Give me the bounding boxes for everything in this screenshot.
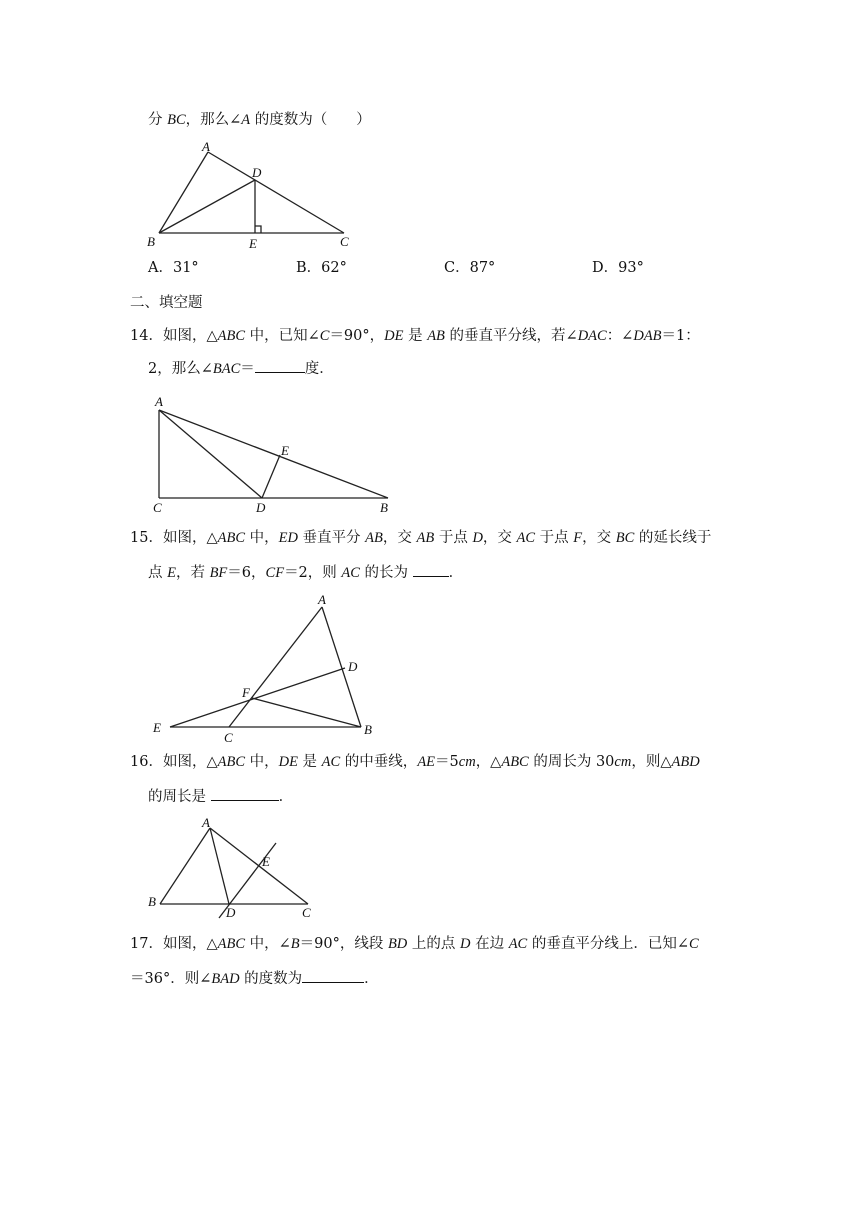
q15-label-f: F	[242, 685, 250, 700]
q14-label-d: D	[256, 500, 266, 515]
q15-answer-blank[interactable]	[413, 562, 449, 577]
q17-answer-blank[interactable]	[302, 968, 364, 983]
q16-line1: 16．如图，△ABC 中，DE 是 AC 的中垂线，AE＝5cm，△ABC 的周长为 30cm，则△ABD	[130, 754, 700, 770]
q15-triangle	[170, 607, 361, 727]
q17-line1: 17．如图，△ABC 中，∠B＝90°，线段 BD 上的点 D 在边 AC 的垂直平分线上．已知∠C	[130, 936, 699, 952]
q16-label-c: C	[302, 905, 311, 920]
q15-line2: 点 E，若 BF＝6，CF＝2，则 AC 的长为 ．	[148, 562, 463, 583]
q15-label-b: B	[364, 722, 372, 737]
q14-label-e: E	[281, 443, 289, 458]
q13-option-c: C．87°	[444, 260, 496, 276]
q15-label-e: E	[153, 720, 161, 735]
section-title: 二、填空题	[130, 295, 203, 311]
q13-label-d: D	[252, 165, 262, 180]
q14-label-c: C	[153, 500, 162, 515]
q15-line1: 15．如图，△ABC 中，ED 垂直平分 AB，交 AB 于点 D，交 AC 于点 F，交 BC 的延长线于	[130, 530, 712, 546]
q14-line2: 2，那么∠BAC＝ 度．	[148, 358, 334, 379]
q13-label-a: A	[202, 139, 210, 154]
q17-line2: ＝36°．则∠BAD 的度数为 ．	[130, 968, 379, 989]
q13-text: 分 BC，那么∠A 的度数为（ ）	[148, 112, 371, 128]
q14-label-b: B	[380, 500, 388, 515]
q16-line2: 的周长是 ．	[148, 786, 293, 807]
q13-label-e: E	[249, 236, 257, 251]
q14-line1: 14．如图，△ABC 中，已知∠C＝90°，DE 是 AB 的垂直平分线，若∠DAC：∠DAB＝1：	[130, 328, 700, 344]
q16-label-d: D	[226, 905, 236, 920]
q16-label-a: A	[202, 815, 210, 830]
q14-label-a: A	[155, 394, 163, 409]
q16-label-e: E	[262, 854, 270, 869]
q13-label-c: C	[340, 234, 349, 249]
q16-label-b: B	[148, 894, 156, 909]
q13-label-b: B	[147, 234, 155, 249]
q13-option-a: A．31°	[148, 260, 199, 276]
q13-option-b: B．62°	[296, 260, 347, 276]
q16-answer-blank[interactable]	[211, 786, 279, 801]
q13-option-d: D．93°	[592, 260, 644, 276]
q15-label-c: C	[224, 730, 233, 745]
q14-answer-blank[interactable]	[255, 358, 305, 373]
q15-label-a: A	[318, 592, 326, 607]
q14-triangle	[159, 410, 388, 498]
q15-label-d: D	[348, 659, 358, 674]
